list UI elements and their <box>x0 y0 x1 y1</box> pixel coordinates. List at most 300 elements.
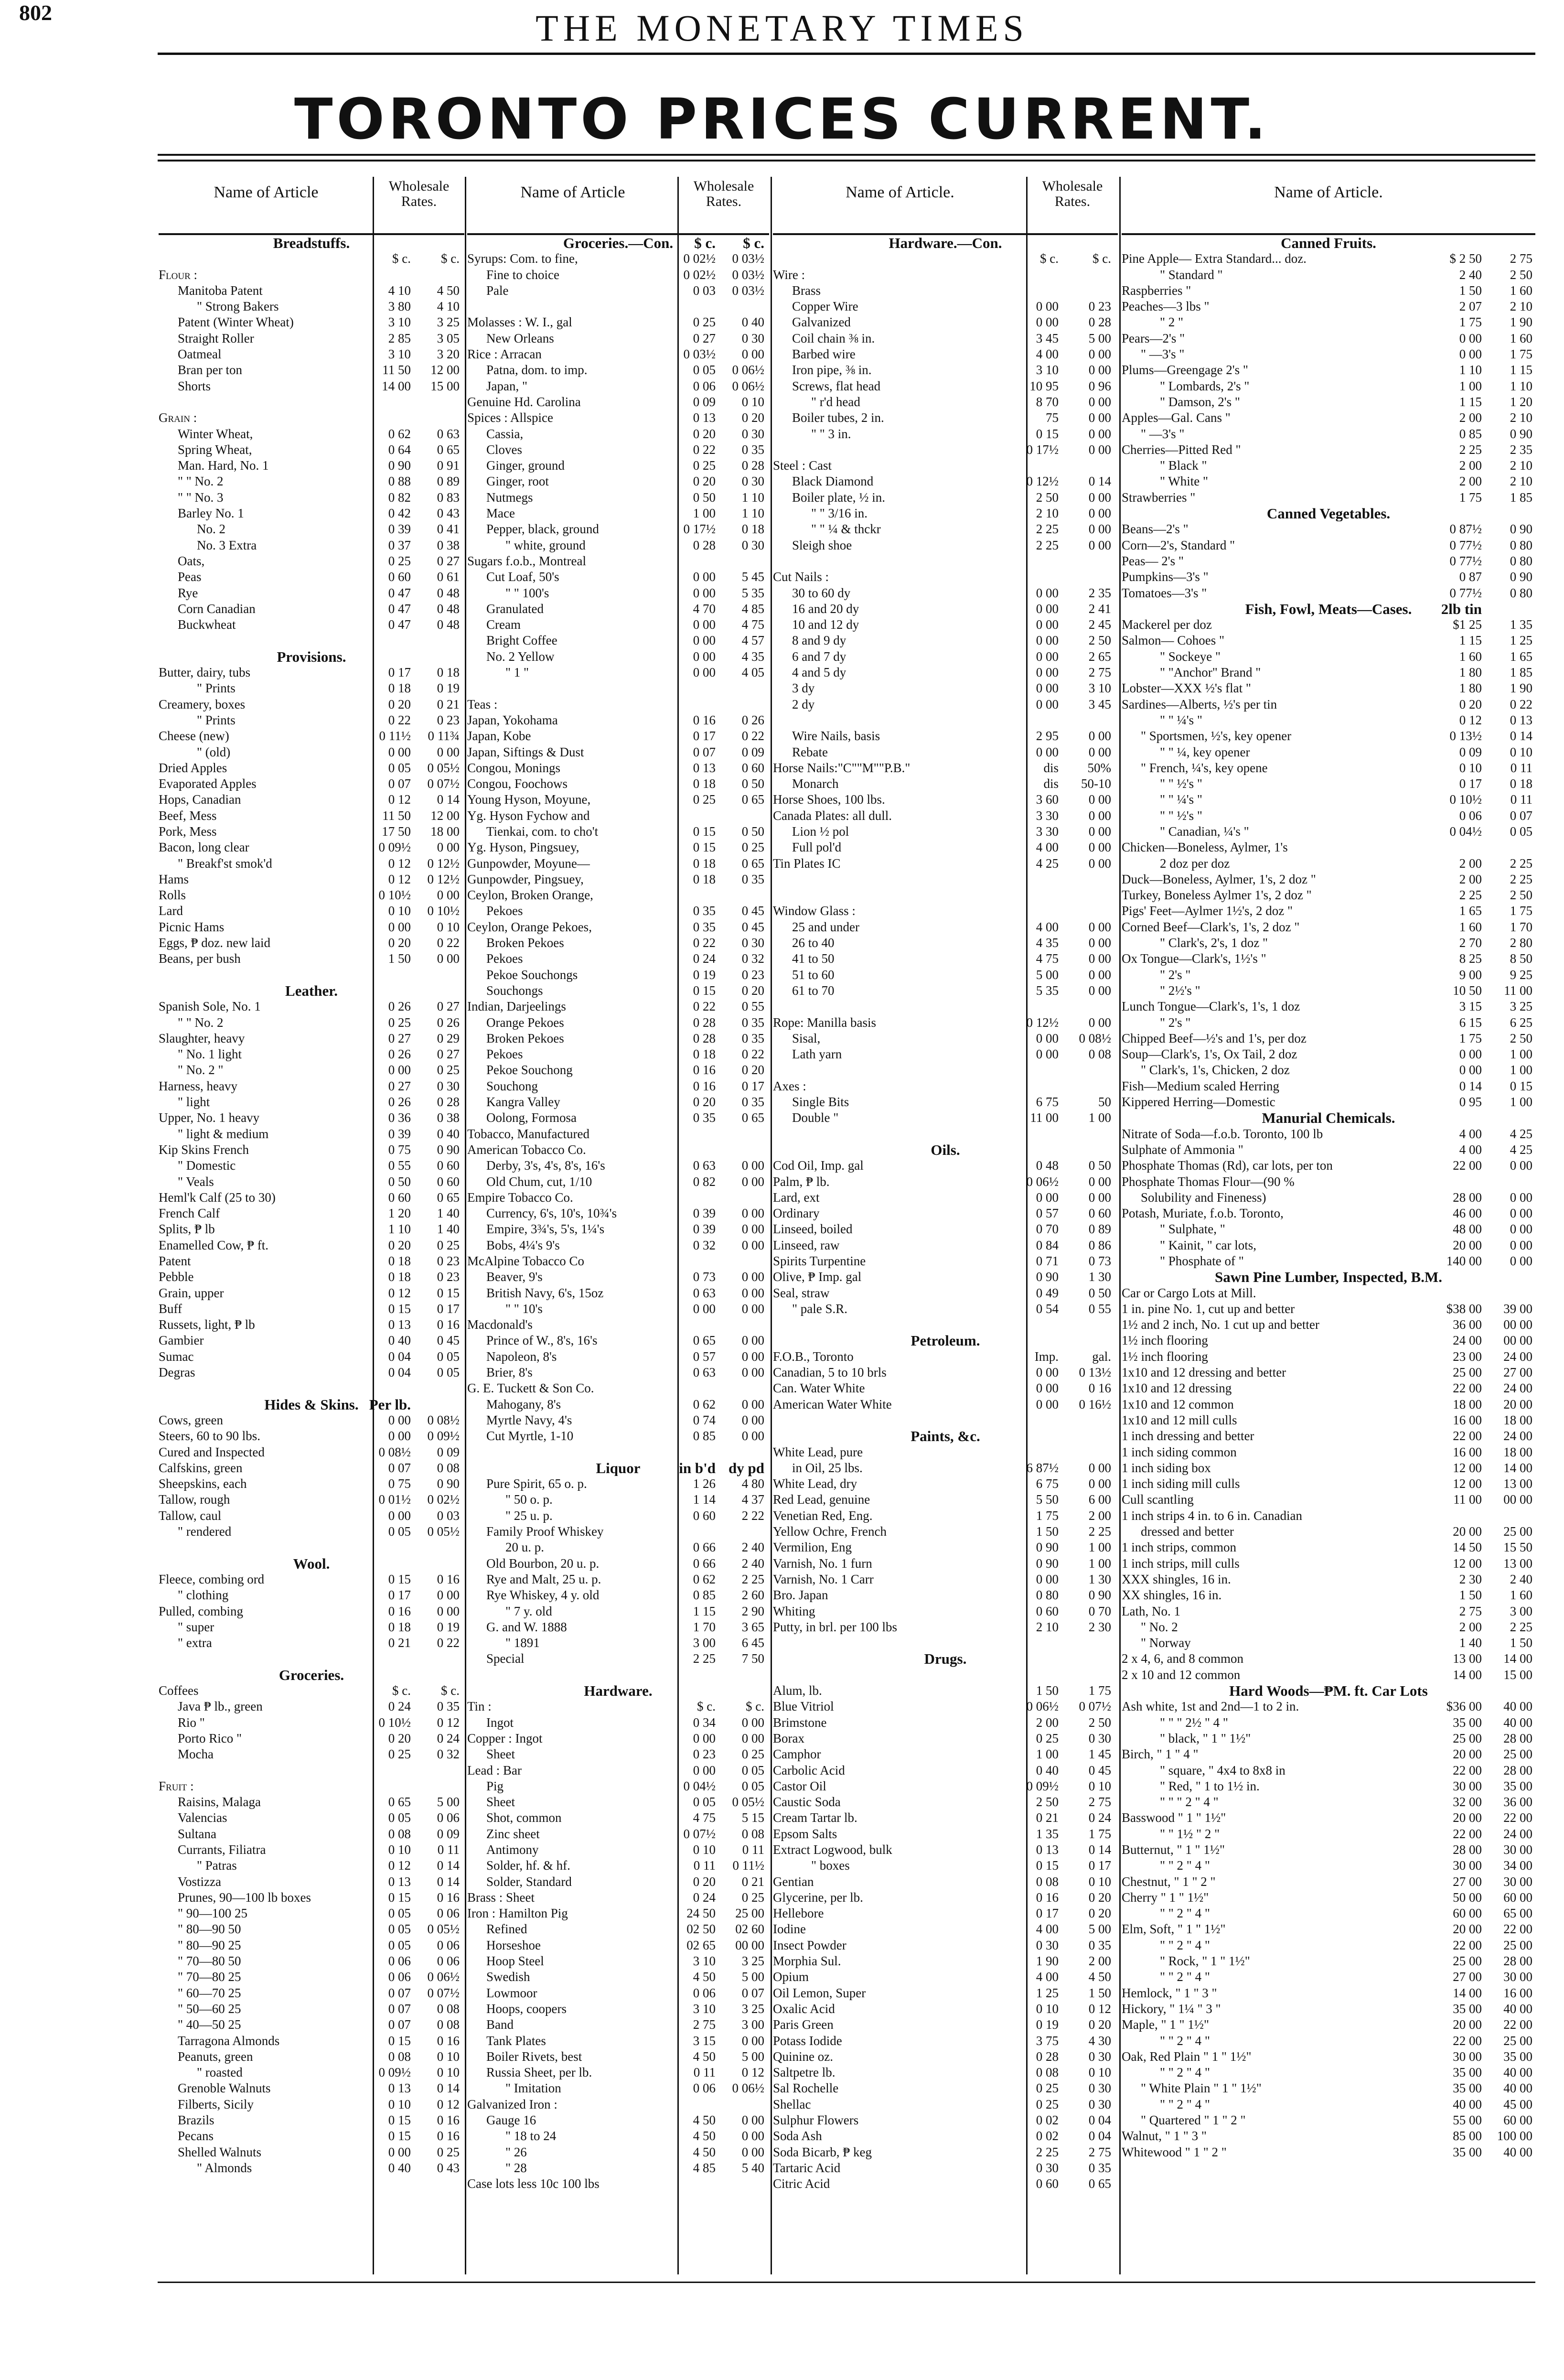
rate-high: 20 00 <box>1503 1397 1532 1411</box>
rate-high: 13 00 <box>1503 1476 1532 1491</box>
rate-low: 0 20 <box>388 1238 411 1252</box>
article-name: Canadian, 5 to 10 brls <box>773 1365 887 1380</box>
rate-high: 60 00 <box>1503 1890 1532 1905</box>
rate-high: 0 80 <box>1510 585 1532 600</box>
price-row <box>773 1731 1118 1746</box>
article-name: Mahogany, 8's <box>486 1397 561 1411</box>
price-row <box>159 1062 464 1078</box>
rate-high: 0 25 <box>437 1238 460 1252</box>
rate-high: 2 10 <box>1510 299 1532 314</box>
article-name: " " No. 2 <box>178 474 224 489</box>
rate-low: 0 75 <box>388 1476 411 1491</box>
rate-low: 0 06½ <box>1026 1174 1059 1189</box>
article-name: " " 2 " 4 " <box>1160 1858 1210 1873</box>
rate-low: 0 20 <box>388 936 411 950</box>
rate-low: 1 60 <box>1459 649 1482 664</box>
rate-low: 2 25 <box>1459 442 1482 457</box>
article-name: " square, " 4x4 to 8x8 in <box>1160 1763 1285 1777</box>
article-name: Bacon, long clear <box>159 840 249 855</box>
rate-low: 3 10 <box>693 2001 716 2016</box>
price-row <box>1122 1763 1535 1778</box>
article-name: 2 x 4, 6, and 8 common <box>1122 1651 1243 1666</box>
rate-high: 2 50 <box>1088 633 1111 648</box>
article-name: Borax <box>773 1731 804 1745</box>
rate-low: 35 00 <box>1453 2001 1482 2016</box>
price-row <box>159 410 464 426</box>
rate-low: 4 50 <box>693 1970 716 1984</box>
article-name: Caustic Soda <box>773 1795 841 1809</box>
rate-high: 2 25 <box>741 1572 764 1586</box>
article-name: Citric Acid <box>773 2176 830 2191</box>
price-row <box>467 1078 769 1094</box>
rate-high: 30 00 <box>1503 1970 1532 1984</box>
price-row <box>159 1365 464 1380</box>
rate-high: 0 00 <box>741 347 764 362</box>
rate-high: 0 20 <box>741 410 764 425</box>
article-name: Ceylon, Broken Orange, <box>467 888 593 903</box>
rate-low: 14 00 <box>1453 1667 1482 1682</box>
section-title: Hardware. <box>584 1683 653 1699</box>
price-row <box>159 967 464 983</box>
rate-high: 0 12 <box>1088 2001 1111 2016</box>
rate-high: 4 25 <box>1510 1142 1532 1157</box>
rate-low: 0 16 <box>693 712 716 727</box>
column-header-rates: Wholesale Rates. <box>693 178 754 209</box>
rate-high: 0 19 <box>437 681 460 696</box>
price-row <box>467 697 769 712</box>
price-row <box>159 633 464 648</box>
rate-low: 0 47 <box>388 585 411 600</box>
article-name: Man. Hard, No. 1 <box>178 458 269 473</box>
article-name: " Quartered " 1 " 2 " <box>1141 2113 1246 2128</box>
rate-low: 0 12 <box>388 792 411 807</box>
rate-low: 0 12 <box>1459 712 1482 727</box>
price-row <box>467 1556 769 1572</box>
price-row <box>1122 1174 1535 1190</box>
price-row <box>773 872 1118 887</box>
article-name: White Lead, pure <box>773 1444 863 1459</box>
rate-low: 0 05 <box>388 1906 411 1921</box>
rate-high: 0 80 <box>1510 553 1532 568</box>
rate-low: 2 07 <box>1459 299 1482 314</box>
rate-low: 0 10 <box>1459 760 1482 775</box>
rate-low: 4 25 <box>1036 856 1059 871</box>
article-name: Cheese (new) <box>159 729 229 743</box>
rate-high: 0 00 <box>437 840 460 855</box>
price-row <box>467 283 769 299</box>
article-name: " —3's " <box>1141 426 1185 441</box>
article-name: Varnish, No. 1 Carr <box>773 1572 874 1586</box>
price-row <box>159 585 464 601</box>
article-name: Patent (Winter Wheat) <box>178 315 294 330</box>
rate-low: 140 00 <box>1446 1254 1482 1268</box>
rate-low: 1 20 <box>388 1206 411 1221</box>
rate-high: 0 18 <box>437 665 460 680</box>
price-row <box>773 1763 1118 1778</box>
price-row <box>1122 776 1535 792</box>
rate-low: 0 16 <box>693 1063 716 1077</box>
price-row <box>1122 2033 1535 2049</box>
price-row <box>159 267 464 283</box>
price-row <box>773 553 1118 569</box>
price-row <box>159 1604 464 1619</box>
price-row <box>1122 840 1535 855</box>
article-name: Rice : Arracan <box>467 347 542 362</box>
rate-high: 0 00 <box>1510 1206 1532 1221</box>
price-row <box>773 1921 1118 1937</box>
article-name: Potash, Muriate, f.o.b. Toronto, <box>1122 1206 1284 1221</box>
rate-high: 0 86 <box>1088 1238 1111 1252</box>
price-row <box>159 1587 464 1603</box>
article-name: 3 dy <box>792 681 815 696</box>
article-name: Soda Bicarb, ₱ keg <box>773 2144 872 2159</box>
price-row <box>1122 1921 1535 1937</box>
rate-high: 1 00 <box>1088 1540 1111 1555</box>
rate-low: 0 65 <box>388 1795 411 1809</box>
rate-low: 0 36 <box>388 1110 411 1125</box>
article-name: 26 to 40 <box>792 936 835 950</box>
rate-low: 0 08½ <box>378 1444 411 1459</box>
price-row <box>159 999 464 1014</box>
article-name: 61 to 70 <box>792 983 835 998</box>
rate-high: 1 00 <box>1510 1095 1532 1109</box>
rate-low: 0 10 <box>693 1842 716 1857</box>
price-row <box>773 426 1118 442</box>
price-row <box>159 1094 464 1110</box>
price-row <box>1122 1826 1535 1842</box>
price-row <box>1122 1524 1535 1540</box>
price-row <box>467 1540 769 1555</box>
price-row <box>159 2160 464 2176</box>
rate-high: 0 30 <box>1088 1731 1111 1745</box>
rate-high: 0 00 <box>1088 1460 1111 1475</box>
rate-low: 0 05 <box>693 363 716 377</box>
price-row <box>1122 394 1535 410</box>
article-name: Ginger, root <box>486 474 549 489</box>
article-name: Family Proof Whiskey <box>486 1524 604 1539</box>
rate-high: 0 23 <box>741 967 764 982</box>
rate-high: 12 00 <box>430 363 460 377</box>
rate-high: 0 20 <box>741 1063 764 1077</box>
rate-low: 1 50 <box>1036 1683 1059 1698</box>
rate-low: 2 40 <box>1459 267 1482 282</box>
article-name: Russets, light, ₱ lb <box>159 1317 255 1332</box>
rate-low: 0 17 <box>388 665 411 680</box>
article-name: Solder, hf. & hf. <box>486 1858 570 1873</box>
price-row <box>467 760 769 776</box>
rate-low: 0 40 <box>388 1333 411 1348</box>
article-name: Prunes, 90—100 lb boxes <box>178 1890 311 1905</box>
rate-low: 0 11 <box>693 2065 716 2080</box>
price-row <box>773 824 1118 840</box>
article-name: Teas : <box>467 697 498 711</box>
article-name: 1 inch siding common <box>1122 1444 1237 1459</box>
rate-low: 3 45 <box>1036 331 1059 345</box>
rate-low: 02 50 <box>686 1922 716 1937</box>
rate-high: 0 43 <box>437 506 460 521</box>
header-rule <box>158 53 1535 55</box>
rate-low: 4 70 <box>693 601 716 616</box>
rate-low: 55 00 <box>1453 2113 1482 2128</box>
rate-low: 0 13 <box>693 410 716 425</box>
article-name: Cod Oil, Imp. gal <box>773 1158 864 1173</box>
price-row <box>773 1460 1118 1476</box>
price-row <box>467 617 769 633</box>
price-row <box>1122 1221 1535 1237</box>
rate-low: 2 25 <box>1036 2144 1059 2159</box>
rate-high: 0 10 <box>437 2049 460 2064</box>
rate-low: 0 23 <box>693 1747 716 1762</box>
article-name: Copper Wire <box>792 299 858 314</box>
article-name: Yg. Hyson, Pingsuey, <box>467 840 579 855</box>
rate-low: 0 25 <box>693 458 716 473</box>
rate-low: 0 60 <box>1036 1604 1059 1618</box>
price-row <box>1122 442 1535 458</box>
rate-high: 25 00 <box>735 1906 764 1921</box>
price-row <box>159 1158 464 1174</box>
price-row <box>773 728 1118 744</box>
rate-high: 1 10 <box>741 490 764 505</box>
rate-low: 2 25 <box>693 1651 716 1666</box>
price-row <box>773 712 1118 728</box>
price-row <box>1122 649 1535 665</box>
rate-low: 0 90 <box>1036 1270 1059 1284</box>
rate-low: 4 00 <box>1036 840 1059 855</box>
article-name: Pork, Mess <box>159 824 217 839</box>
rate-low: 3 60 <box>1036 792 1059 807</box>
article-name: Napoleon, 8's <box>486 1349 557 1364</box>
rate-high: 00 00 <box>1503 1492 1532 1507</box>
price-row <box>467 665 769 680</box>
price-row <box>773 2001 1118 2017</box>
rate-high: 25 00 <box>1503 1938 1532 1952</box>
section-title: Groceries.—Con. <box>563 235 674 251</box>
rate-low: 0 12½ <box>1026 1015 1059 1030</box>
article-name: Horse Shoes, 100 lbs. <box>773 792 885 807</box>
price-row <box>467 1444 769 1460</box>
price-row <box>1122 474 1535 489</box>
price-row <box>773 1110 1118 1126</box>
price-row <box>159 1269 464 1285</box>
article-name: Russia Sheet, per lb. <box>486 2065 592 2080</box>
section-heading <box>1122 1269 1535 1285</box>
article-name: Porto Rico " <box>178 1731 242 1745</box>
rate-low: 3 80 <box>388 299 411 314</box>
price-row <box>467 1858 769 1874</box>
price-row <box>467 314 769 330</box>
article-name: " Damson, 2's " <box>1160 394 1240 409</box>
article-name: " " 2 " 4 " <box>1160 1938 1210 1952</box>
price-row <box>159 569 464 585</box>
rate-high: 0 35 <box>741 872 764 886</box>
price-row <box>467 2080 769 2096</box>
rate-high: 1 75 <box>1510 347 1532 362</box>
price-row <box>467 903 769 919</box>
price-row <box>1122 665 1535 680</box>
rate-high: 3 65 <box>741 1619 764 1634</box>
price-row <box>773 665 1118 680</box>
article-name: " 40—50 25 <box>178 2017 241 2032</box>
price-row <box>467 983 769 999</box>
article-name: Raisins, Malaga <box>178 1795 261 1809</box>
article-name: Saltpetre lb. <box>773 2065 836 2080</box>
rate-high: 5 35 <box>741 585 764 600</box>
article-name: Kippered Herring—Domestic <box>1122 1095 1275 1109</box>
rate-high: 1 40 <box>437 1222 460 1237</box>
rate-low: 4 50 <box>693 2144 716 2159</box>
section-title: Fish, Fowl, Meats—Cases. <box>1245 601 1412 617</box>
rate-high: 02 60 <box>735 1922 764 1937</box>
article-name: Brier, 8's <box>486 1365 533 1380</box>
rate-low: 75 <box>1046 410 1059 425</box>
price-row <box>1122 1317 1535 1333</box>
rate-low: 1 75 <box>1459 490 1482 505</box>
rate-high: 1 25 <box>1510 633 1532 648</box>
price-row <box>773 1349 1118 1365</box>
rate-high: 0 27 <box>437 1047 460 1062</box>
rate-high: 100 00 <box>1497 2129 1532 2143</box>
rate-low: 0 12 <box>388 1858 411 1873</box>
price-row <box>467 712 769 728</box>
rate-high: gal. <box>1092 1349 1111 1364</box>
article-name: Oats, <box>178 553 205 568</box>
article-name: Brimstone <box>773 1715 827 1730</box>
rate-high: 0 25 <box>437 1063 460 1077</box>
article-name: Can. Water White <box>773 1381 865 1396</box>
rate-low: 0 00 <box>388 744 411 759</box>
rate-low: 3 75 <box>1036 2033 1059 2048</box>
price-row <box>773 1206 1118 1221</box>
rate-high: 13 00 <box>1503 1556 1532 1571</box>
article-name: Paris Green <box>773 2017 834 2032</box>
price-row <box>773 744 1118 760</box>
rate-high: 0 65 <box>741 792 764 807</box>
rate-high: 6 25 <box>1510 1015 1532 1030</box>
rate-low: 2 00 <box>1036 1715 1059 1730</box>
rate-high: 1 85 <box>1510 490 1532 505</box>
price-row <box>773 1412 1118 1428</box>
price-row <box>1122 1508 1535 1524</box>
rate-high: 0 21 <box>741 1874 764 1889</box>
article-name: " " 2 " 4 " <box>1160 2033 1210 2048</box>
article-name: 1 inch strips 4 in. to 6 in. Canadian <box>1122 1508 1302 1523</box>
article-name: French Calf <box>159 1206 220 1221</box>
article-name: Solubility and Fineness) <box>1141 1190 1266 1205</box>
rate-low: 0 25 <box>1036 2097 1059 2111</box>
rate-low: 0 49 <box>1036 1285 1059 1300</box>
rate-low: 1 50 <box>1459 1588 1482 1603</box>
article-name: Winter Wheat, <box>178 426 253 441</box>
rate-low: 0 84 <box>1036 1238 1059 1252</box>
rate-low: 0 21 <box>1036 1810 1059 1825</box>
price-row <box>1122 1190 1535 1206</box>
rate-high: 0 00 <box>1088 506 1111 521</box>
rate-high: 2 25 <box>1510 1619 1532 1634</box>
rate-low: 0 77½ <box>1449 585 1482 600</box>
rate-low: 11 50 <box>382 363 411 377</box>
price-row <box>773 1238 1118 1253</box>
rate-high: 2 30 <box>1088 1619 1111 1634</box>
price-row <box>1122 728 1535 744</box>
rate-high: 0 27 <box>437 553 460 568</box>
price-row <box>773 1556 1118 1572</box>
price-row <box>467 1206 769 1221</box>
price-row <box>467 1921 769 1937</box>
price-row <box>1122 983 1535 999</box>
article-name: Heml'k Calf (25 to 30) <box>159 1190 276 1205</box>
price-row <box>467 1046 769 1062</box>
rate-low: 22 00 <box>1453 1381 1482 1396</box>
rate-low: 0 18 <box>388 1270 411 1284</box>
rate-low: 0 07 <box>388 1985 411 2000</box>
rate-low: 1 70 <box>693 1619 716 1634</box>
rate-high: 4 50 <box>1088 1970 1111 1984</box>
article-name: Butter, dairy, tubs <box>159 665 251 680</box>
price-row <box>773 474 1118 489</box>
price-row <box>159 1110 464 1126</box>
rate-high: 0 55 <box>1088 1301 1111 1316</box>
rate-low: 3 10 <box>693 1954 716 1969</box>
article-name: Degras <box>159 1365 195 1380</box>
rate-high: 0 65 <box>437 442 460 457</box>
price-row <box>1122 1365 1535 1380</box>
rate-high: 1 60 <box>1510 283 1532 298</box>
rate-high: 30 00 <box>1503 1874 1532 1889</box>
rate-low: 0 17½ <box>1026 442 1059 457</box>
article-name: Congou, Foochows <box>467 776 568 791</box>
rate-low: 0 09½ <box>378 2065 411 2080</box>
article-name: Bright Coffee <box>486 633 557 648</box>
rate-low: 4 00 <box>1036 919 1059 934</box>
rate-high: 0 27 <box>437 999 460 1014</box>
rate-high: 1 90 <box>1510 315 1532 330</box>
rate-high: 0 00 <box>437 1588 460 1603</box>
price-row <box>467 744 769 760</box>
rate-low: $36 00 <box>1446 1699 1482 1714</box>
rate-high: 7 50 <box>741 1651 764 1666</box>
article-name: " Lombards, 2's " <box>1160 378 1250 393</box>
rate-high: 1 40 <box>437 1206 460 1221</box>
rate-high: 24 00 <box>1503 1349 1532 1364</box>
price-row <box>1122 697 1535 712</box>
rate-high: 0 70 <box>1088 1604 1111 1618</box>
price-row <box>467 2017 769 2033</box>
rate-high: 15 50 <box>1503 1540 1532 1555</box>
article-name: Insect Powder <box>773 1938 846 1952</box>
rate-high: 2 00 <box>1088 1508 1111 1523</box>
price-row <box>773 362 1118 378</box>
rate-low: 6 87½ <box>1026 1460 1059 1475</box>
article-name: Black Diamond <box>792 474 874 489</box>
price-row <box>159 1874 464 1890</box>
rate-low: 2 85 <box>388 331 411 345</box>
rate-high: 22 00 <box>1503 2017 1532 2032</box>
rate-low: 0 00 <box>1459 1063 1482 1077</box>
article-name: 1 inch strips, common <box>1122 1540 1236 1555</box>
rate-high: 0 08 <box>437 1460 460 1475</box>
rate-high: 0 14 <box>1510 729 1532 743</box>
rate-low: 12 00 <box>1453 1556 1482 1571</box>
price-row <box>467 426 769 442</box>
article-name: " Veals <box>178 1174 214 1189</box>
rate-low: 0 50 <box>693 490 716 505</box>
price-row <box>159 1046 464 1062</box>
article-name: Filberts, Sicily <box>178 2097 254 2111</box>
price-row <box>467 267 769 283</box>
price-row <box>773 1778 1118 1794</box>
rate-low: 0 26 <box>388 1047 411 1062</box>
rate-high: 4 30 <box>1088 2033 1111 2048</box>
